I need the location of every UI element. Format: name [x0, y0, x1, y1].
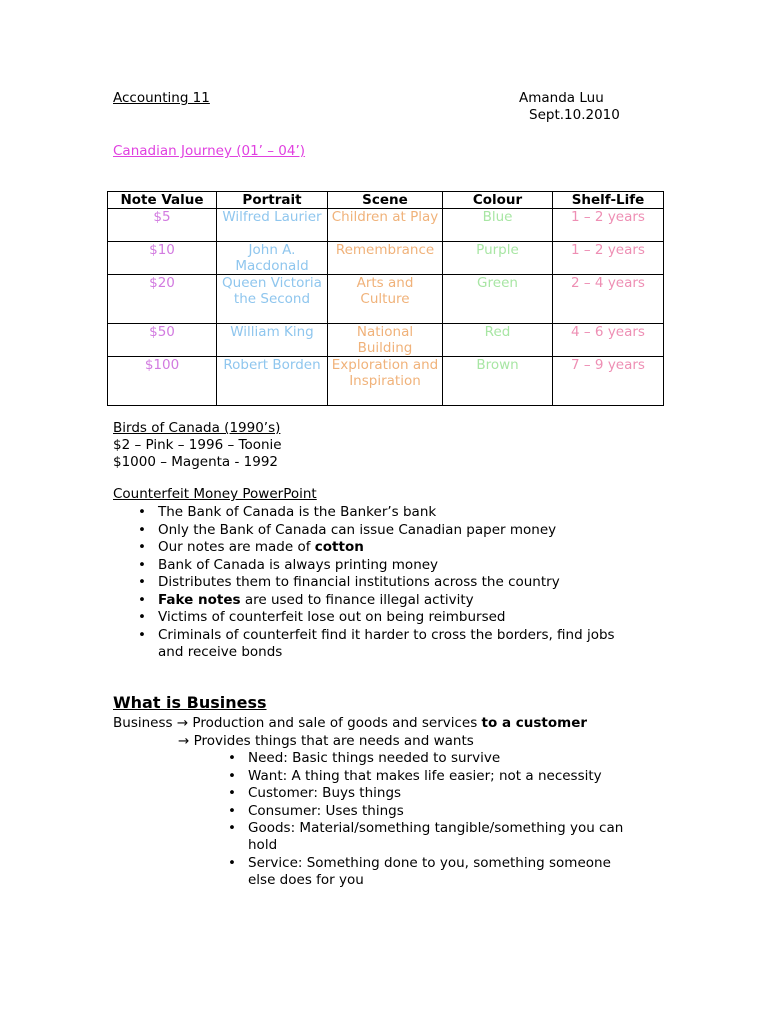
list-item: • Victims of counterfeit lose out on being reimbursed: [158, 609, 615, 627]
table-row: [108, 275, 664, 324]
date: Sept.10.2010: [529, 107, 620, 123]
shelf-life-cell: 2 – 4 years: [553, 275, 664, 324]
colour-cell: Green: [443, 275, 553, 324]
list-item: • Need: Basic things needed to survive: [248, 750, 623, 768]
column-header: Shelf-Life: [553, 192, 664, 209]
list-item: • Only the Bank of Canada can issue Canadian paper money: [158, 522, 615, 540]
table-header-row: [108, 192, 664, 209]
scene-cell: Exploration and Inspiration: [328, 357, 443, 406]
table-row: [108, 242, 664, 275]
colour-cell: Blue: [443, 209, 553, 242]
portrait-cell: John A. Macdonald: [217, 242, 328, 275]
scene-cell: Arts and Culture: [328, 275, 443, 324]
list-item: • Bank of Canada is always printing money: [158, 557, 615, 575]
table-row: [108, 324, 664, 357]
list-item: • Fake notes are used to finance illegal activity: [158, 592, 615, 610]
shelf-life-cell: 7 – 9 years: [553, 357, 664, 406]
colour-cell: Brown: [443, 357, 553, 406]
list-item: • Want: A thing that makes life easier; not a necessity: [248, 768, 623, 786]
note-value-cell: $10: [108, 242, 217, 275]
portrait-cell: William King: [217, 324, 328, 357]
counterfeit-title: Counterfeit Money PowerPoint: [113, 486, 317, 502]
column-header: Colour: [443, 192, 553, 209]
list-item: • Service: Something done to you, something someone else does for you: [248, 855, 623, 888]
counterfeit-list: [158, 504, 615, 661]
scene-cell: Children at Play: [328, 209, 443, 242]
table-row: [108, 209, 664, 242]
shelf-life-cell: 1 – 2 years: [553, 242, 664, 275]
colour-cell: Red: [443, 324, 553, 357]
scene-cell: Remembrance: [328, 242, 443, 275]
note-value-cell: $50: [108, 324, 217, 357]
list-item: • The Bank of Canada is the Banker’s bank: [158, 504, 615, 522]
birds-line: $1000 – Magenta - 1992: [113, 454, 279, 470]
column-header: Note Value: [108, 192, 217, 209]
note-value-cell: $5: [108, 209, 217, 242]
business-list: [248, 750, 623, 888]
list-item: • Distributes them to financial institutions across the country: [158, 574, 615, 592]
note-value-cell: $20: [108, 275, 217, 324]
portrait-cell: Robert Borden: [217, 357, 328, 406]
course-title: Accounting 11: [113, 90, 210, 106]
portrait-cell: Wilfred Laurier: [217, 209, 328, 242]
list-item: • Consumer: Uses things: [248, 803, 623, 821]
portrait-cell: Queen Victoria the Second: [217, 275, 328, 324]
author-name: Amanda Luu: [519, 90, 604, 106]
shelf-life-cell: 4 – 6 years: [553, 324, 664, 357]
shelf-life-cell: 1 – 2 years: [553, 209, 664, 242]
note-value-cell: $100: [108, 357, 217, 406]
list-item: • Our notes are made of cotton: [158, 539, 615, 557]
column-header: Portrait: [217, 192, 328, 209]
canadian-journey-title: Canadian Journey (01’ – 04’): [113, 143, 306, 159]
notes-table: [107, 191, 664, 406]
scene-cell: National Building: [328, 324, 443, 357]
business-heading: What is Business: [113, 693, 267, 712]
business-subpoint: → Provides things that are needs and wants: [178, 733, 474, 749]
table-row: [108, 357, 664, 406]
column-header: Scene: [328, 192, 443, 209]
list-item: • Criminals of counterfeit find it harder to cross the borders, find jobs and receive bonds: [158, 627, 615, 661]
list-item: • Goods: Material/something tangible/something you can hold: [248, 820, 623, 853]
birds-line: $2 – Pink – 1996 – Toonie: [113, 437, 282, 453]
colour-cell: Purple: [443, 242, 553, 275]
business-definition: Business → Production and sale of goods and services to a customer: [113, 715, 588, 731]
list-item: • Customer: Buys things: [248, 785, 623, 803]
birds-title: Birds of Canada (1990’s): [113, 420, 281, 436]
